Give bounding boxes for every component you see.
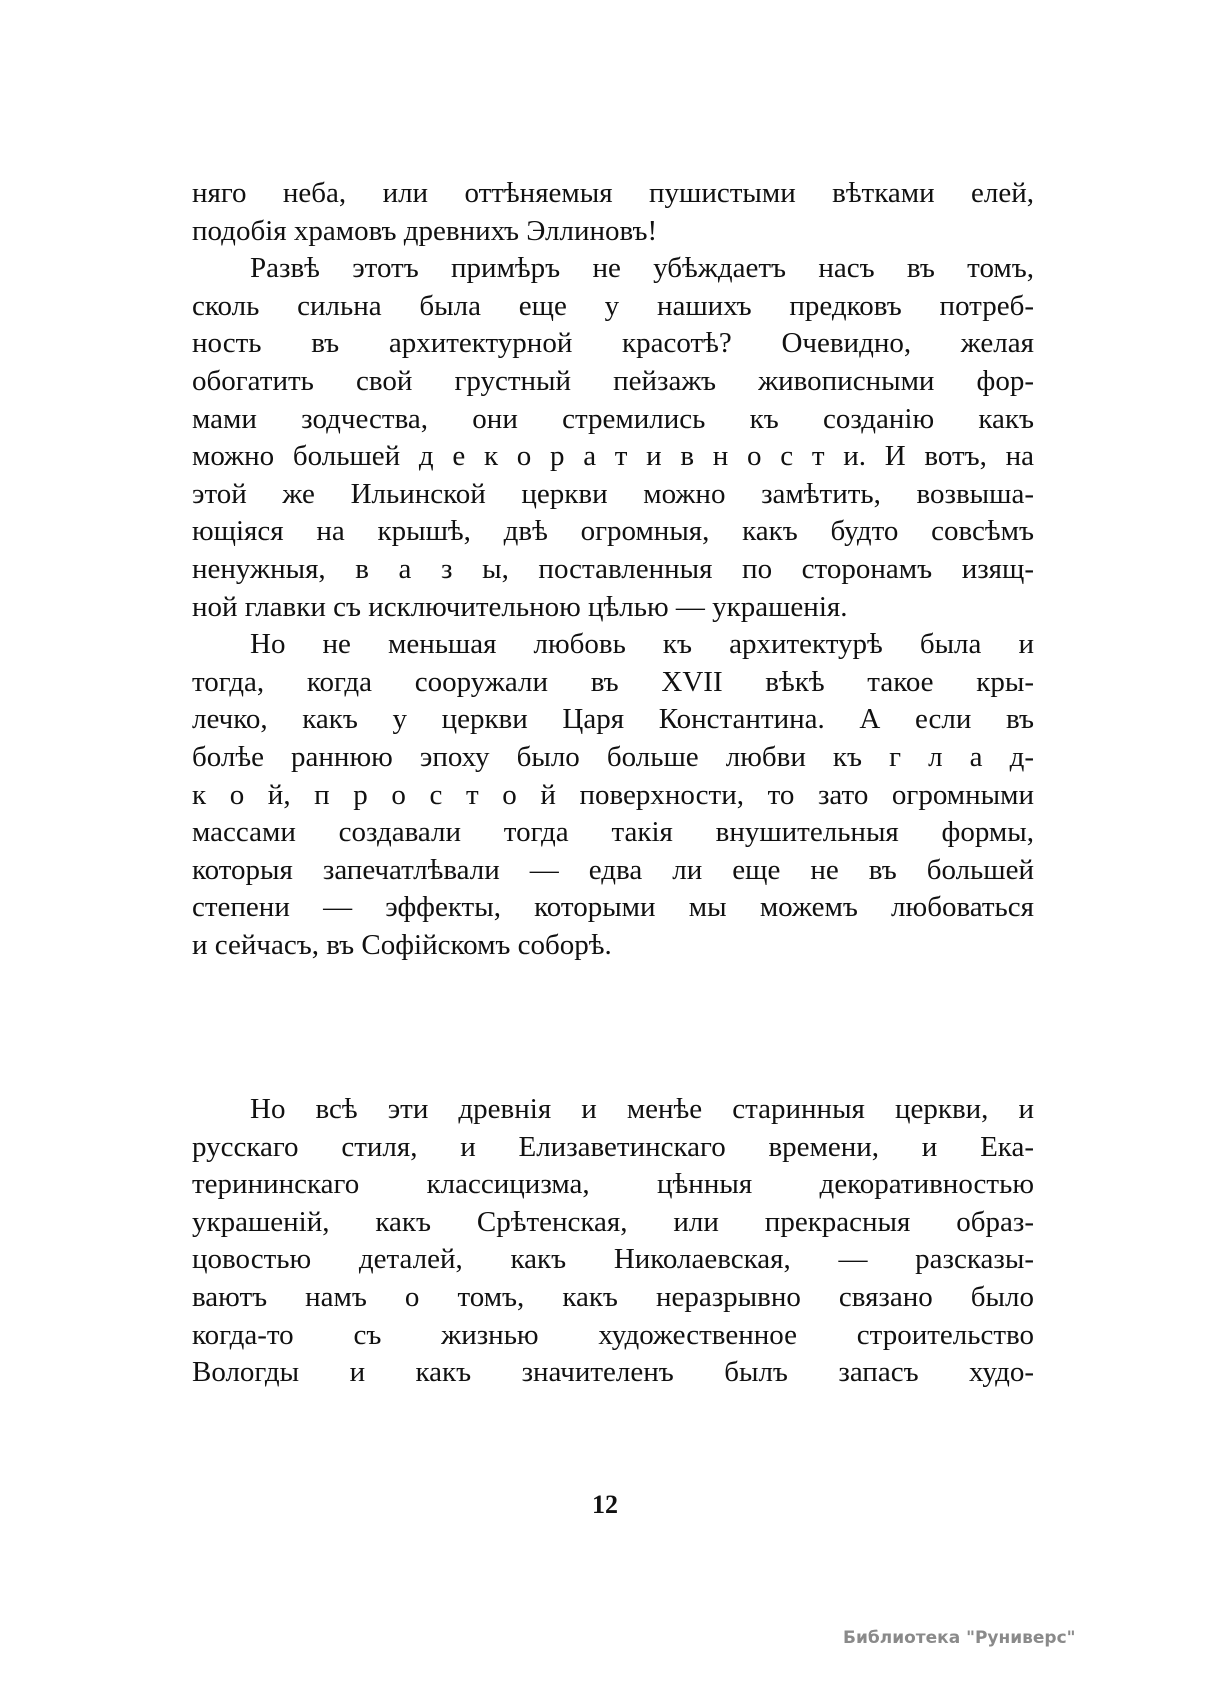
text-line: болѣе раннюю эпоху было больше любви къ г л а д- <box>192 740 1034 773</box>
text-line: степени — эффекты, которыми мы можемъ любоваться <box>192 891 1034 924</box>
text-block-top <box>192 175 1034 964</box>
text-line: ваютъ намъ о томъ, какъ неразрывно связано было <box>192 1280 1034 1313</box>
text-line: Вологды и какъ значителенъ былъ запасъ худо- <box>192 1356 1034 1389</box>
text-block-bottom <box>192 1091 1034 1392</box>
text-line: массами создавали тогда такія внушительныя формы, <box>192 816 1034 849</box>
text-line: мами зодчества, они стремились къ созданію какъ <box>192 402 1034 435</box>
text-line: когда-то съ жизнью художественное строительство <box>192 1318 1034 1351</box>
text-line: тогда, когда сооружали въ XVII вѣкѣ такое кры- <box>192 665 1034 698</box>
text-line: украшеній, какъ Срѣтенская, или прекрасныя образ- <box>192 1205 1034 1238</box>
text-line: обогатить свой грустный пейзажъ живописными фор- <box>192 364 1034 397</box>
text-line: русскаго стиля, и Елизаветинскаго времени, и Ека- <box>192 1130 1034 1163</box>
text-line: лечко, какъ у церкви Царя Константина. А если въ <box>192 703 1034 736</box>
text-line: терининскаго классицизма, цѣнныя декоративностью <box>192 1168 1034 1201</box>
text-line: сколь сильна была еще у нашихъ предковъ потреб- <box>192 289 1034 322</box>
text-line: ненужныя, в а з ы, поставленныя по сторонамъ изящ- <box>192 552 1034 585</box>
text-line: няго неба, или оттѣняемыя пушистыми вѣтками елей, <box>192 177 1034 209</box>
text-line: и сейчасъ, въ Софійскомъ соборѣ. <box>192 928 612 961</box>
text-line: к о й, п р о с т о й поверхности, то зато огромными <box>192 778 1034 811</box>
text-line: Но всѣ эти древнія и менѣе старинныя церкви, и <box>250 1093 1034 1125</box>
text-line: этой же Ильинской церкви можно замѣтить, возвыша- <box>192 477 1034 510</box>
text-line: цовостью деталей, какъ Николаевская, — разсказы- <box>192 1243 1034 1276</box>
page-number: 12 <box>592 1490 618 1519</box>
text-line: ность въ архитектурной красотѣ? Очевидно, желая <box>192 327 1034 360</box>
text-line: Но не меньшая любовь къ архитектурѣ была и <box>250 628 1034 661</box>
text-line: ющіяся на крышѣ, двѣ огромныя, какъ будто совсѣмъ <box>192 515 1034 548</box>
text-line: ной главки съ исключительною цѣлью — украшенія. <box>192 590 848 623</box>
library-watermark: Библиотека "Руниверс" <box>843 1628 1076 1648</box>
text-line: Развѣ этотъ примѣръ не убѣждаетъ насъ въ томъ, <box>250 252 1034 285</box>
text-line: которыя запечатлѣвали — едва ли еще не въ большей <box>192 853 1034 886</box>
text-line: можно большей д е к о р а т и в н о с т и. И вотъ, на <box>192 440 1034 473</box>
text-line: подобія храмовъ древнихъ Эллиновъ! <box>192 214 658 247</box>
